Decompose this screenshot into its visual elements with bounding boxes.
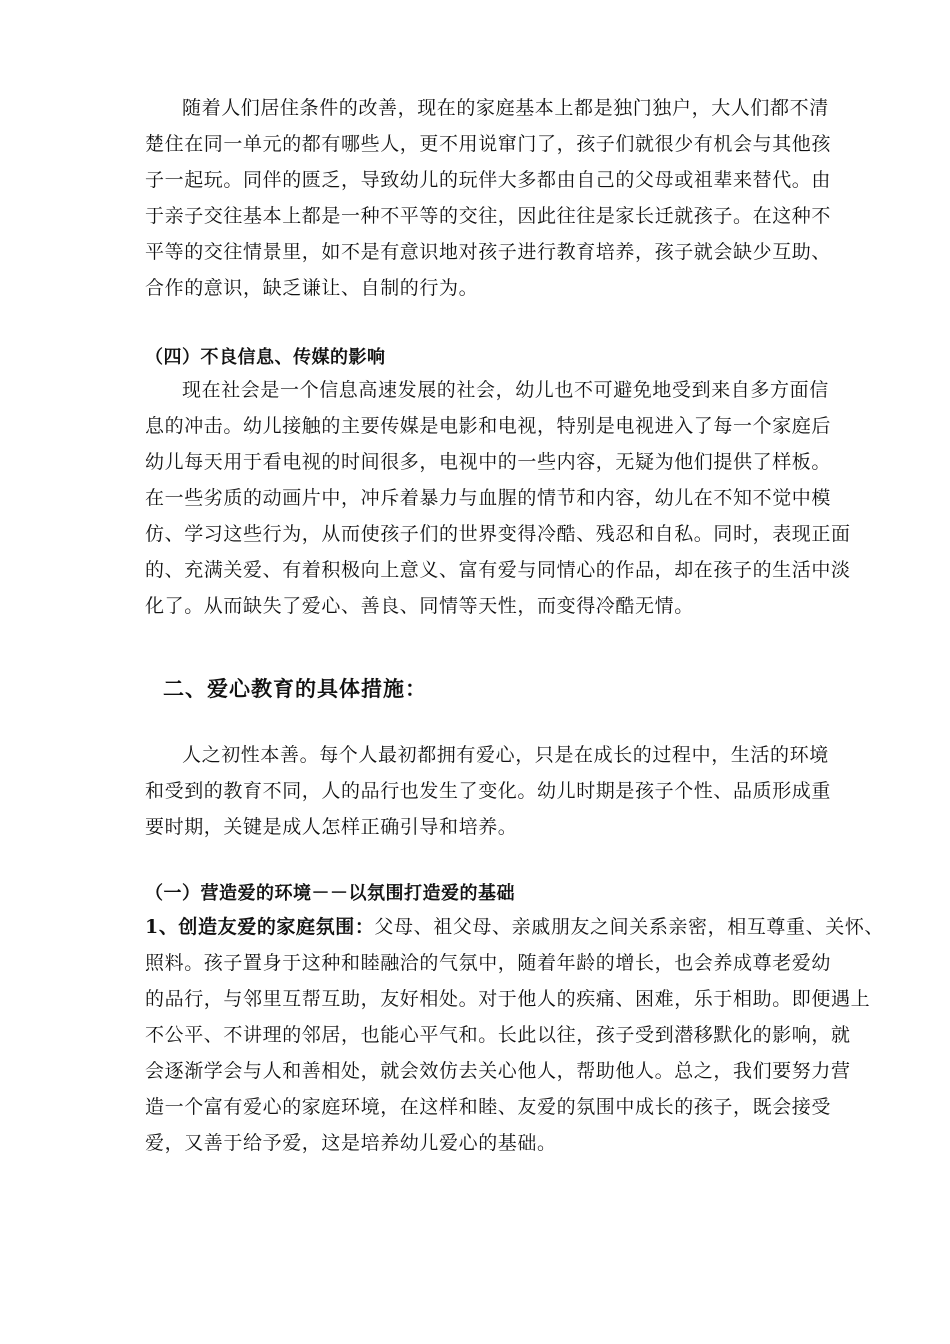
paragraph-line: 的品行，与邻里互帮互助，友好相处。对于他人的疾痛、困难，乐于相助。即便遇上 (145, 988, 871, 1010)
paragraph-line: 息的冲击。幼儿接触的主要传媒是电影和电视，特别是电视进入了每一个家庭后 (145, 415, 832, 437)
paragraph-line: 现在社会是一个信息高速发展的社会，幼儿也不可避免地受到来自多方面信 (182, 379, 829, 401)
item-first-line (145, 915, 884, 939)
paragraph-line: 幼儿每天用于看电视的时间很多，电视中的一些内容，无疑为他们提供了样板。 (145, 451, 832, 473)
paragraph-line: 人之初性本善。每个人最初都拥有爱心，只是在成长的过程中，生活的环境 (182, 744, 829, 766)
paragraph-line: 照料。孩子置身于这种和睦融洽的气氛中，随着年龄的增长，也会养成尊老爱幼 (145, 952, 832, 974)
item-text: 父母、祖父母、亲戚朋友之间关系亲密，相互尊重、关怀、 (374, 916, 885, 938)
paragraph-line: 在一些劣质的动画片中，冲斥着暴力与血腥的情节和内容，幼儿在不知不觉中模 (145, 487, 832, 509)
paragraph-line: 造一个富有爱心的家庭环境，在这样和睦、友爱的氛围中成长的孩子，既会接受 (145, 1096, 832, 1118)
paragraph-line: 仿、学习这些行为，从而使孩子们的世界变得冷酷、残忍和自私。同时，表现正面 (145, 523, 851, 545)
section-heading: （四）不良信息、传媒的影响 (145, 347, 386, 368)
paragraph-line: 爱，又善于给予爱，这是培养幼儿爱心的基础。 (145, 1132, 557, 1154)
paragraph-line: 子一起玩。同伴的匮乏，导致幼儿的玩伴大多都由自己的父母或祖辈来替代。由 (145, 169, 832, 191)
section-heading-major: 二、爱心教育的具体措施： (163, 676, 427, 701)
paragraph-line: 平等的交往情景里，如不是有意识地对孩子进行教育培养，孩子就会缺少互助、 (145, 241, 832, 263)
subsection-heading: （一）营造爱的环境－－以氛围打造爱的基础 (145, 883, 515, 904)
paragraph-line: 的、充满关爱、有着积极向上意义、富有爱与同情心的作品，却在孩子的生活中淡 (145, 559, 851, 581)
paragraph-line: 要时期，关键是成人怎样正确引导和培养。 (145, 816, 518, 838)
paragraph-line: 随着人们居住条件的改善，现在的家庭基本上都是独门独户，大人们都不清 (182, 97, 829, 119)
item-label: 1、创造友爱的家庭氛围： (145, 916, 375, 938)
paragraph-line: 不公平、不讲理的邻居，也能心平气和。长此以往，孩子受到潜移默化的影响，就 (145, 1024, 851, 1046)
paragraph-line: 合作的意识，缺乏谦让、自制的行为。 (145, 277, 479, 299)
paragraph-line: 和受到的教育不同，人的品行也发生了变化。幼儿时期是孩子个性、品质形成重 (145, 780, 832, 802)
paragraph-line: 会逐渐学会与人和善相处，就会效仿去关心他人，帮助他人。总之，我们要努力营 (145, 1060, 851, 1082)
paragraph-line: 化了。从而缺失了爱心、善良、同情等天性，而变得冷酷无情。 (145, 595, 694, 617)
paragraph-line: 于亲子交往基本上都是一种不平等的交往，因此往往是家长迁就孩子。在这种不 (145, 205, 832, 227)
paragraph-line: 楚住在同一单元的都有哪些人，更不用说窜门了，孩子们就很少有机会与其他孩 (145, 133, 832, 155)
